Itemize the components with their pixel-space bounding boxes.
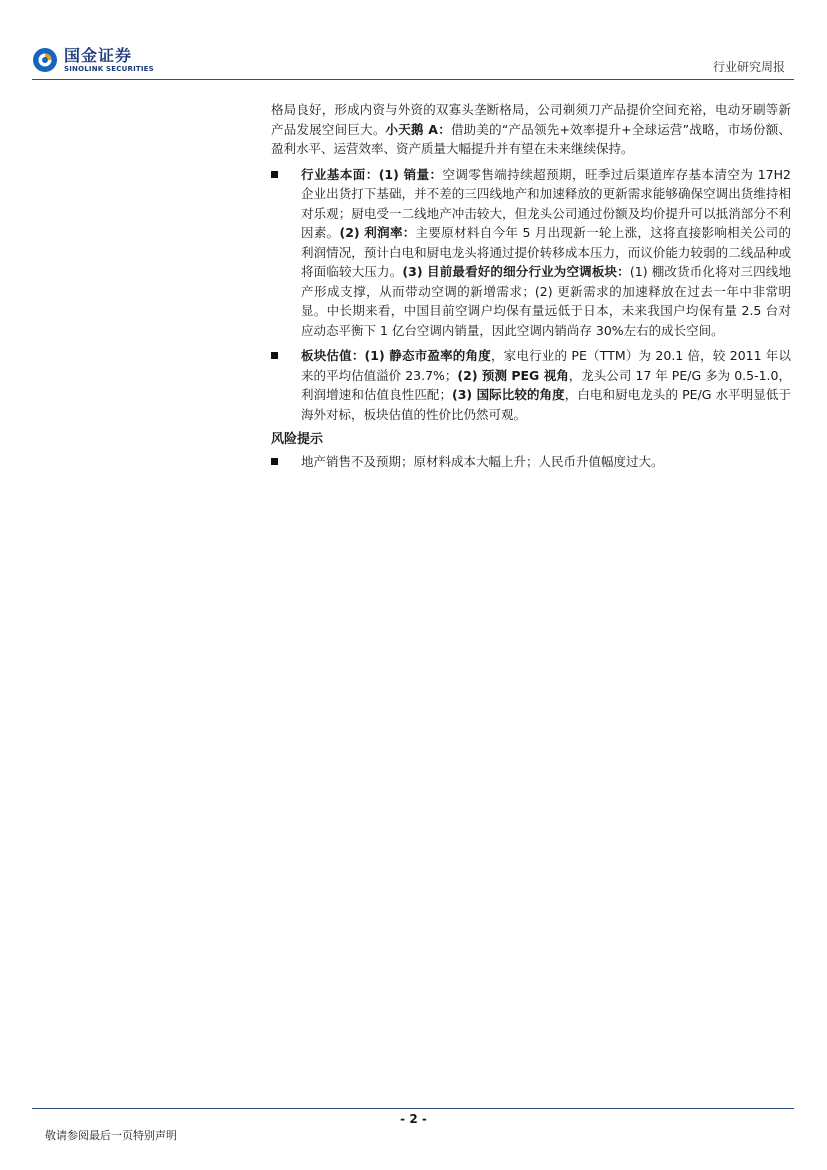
fundamentals-sales-text: 空调零售端持续超预期，旺季过后渠道库存基本清空为 17H2 企业出货打下基础，并不差的三四线地产和加速释放的更新需求能够确保空调出货维持相对乐观；厨电受一二线地产冲击较大，但龙头公司通过份额及均价提升可以抵消部分不利因素。 [301, 166, 791, 240]
intro-text-2: 借助美的“产品领先+效率提升+全球运营”战略，市场份额、盈利水平、运营效率、资产质量大幅提升并有望在未来继续保持。 [271, 121, 791, 156]
fundamentals-margin-text: 主要原材料自今年 5 月出现新一轮上涨，这将直接影响相关公司的利润情况，预计白电和厨电龙头将通过提价转移成本压力，而议价能力较弱的二线品种或将面临较大压力。 [301, 225, 791, 279]
intro-text-1: 格局良好，形成内资与外资的双寡头垄断格局，公司剃须刀产品提价空间充裕，电动牙刷等新产品发展空间巨大。 [271, 102, 791, 137]
report-body [271, 100, 791, 471]
valuation-intl-text: ，白电和厨电龙头的 PE/G 水平明显低于海外对标，板块估值的性价比仍然可观。 [301, 387, 791, 422]
disclaimer-note: 敬请参阅最后一页特别声明 [45, 1129, 177, 1142]
square-bullet-icon [271, 352, 278, 359]
page-number: - 2 - [400, 1112, 427, 1126]
bullet-risk [271, 452, 791, 472]
fundamentals-preferred-text: (1) 棚改货币化将对三四线地产形成支撑，从而带动空调的新增需求；(2) 更新需求的加速释放在过去一年中非常明显。中长期来看，中国目前空调户均保有量远低于日本，未来我国户均保有量 2.5 台对应动态平衡下 1 亿台空调内销量，因此空调内销尚存 30%左右的成长空间。 [301, 264, 791, 338]
bullet-industry-fundamentals [271, 165, 791, 341]
sinolink-logo-mark-icon [32, 47, 58, 73]
valuation-peg-text: ，龙头公司 17 年 PE/G 多为 0.5-1.0，利润增速和估值良性匹配； [301, 367, 791, 402]
valuation-heading-pe: 板块估值：(1) 静态市盈率的角度 [301, 348, 491, 363]
intro-paragraph [271, 100, 791, 159]
page-header [0, 0, 827, 82]
footer-divider [32, 1108, 794, 1109]
bullet-sector-valuation [271, 346, 791, 424]
valuation-heading-peg: (2) 预测 PEG 视角 [457, 367, 569, 383]
fundamentals-heading-margin: (2) 利润率： [339, 225, 416, 240]
intro-highlight: 小天鹅 A： [385, 121, 451, 137]
square-bullet-icon [271, 171, 278, 178]
header-divider [32, 79, 794, 80]
logo-english-name: SINOLINK SECURITIES [64, 65, 154, 73]
square-bullet-icon [271, 458, 278, 465]
valuation-pe-text: ，家电行业的 PE（TTM）为 20.1 倍，较 2011 年以来的平均估值溢价 23.7%； [301, 348, 791, 383]
fundamentals-heading-sales: 行业基本面：(1) 销量： [301, 166, 443, 182]
logo-chinese-name: 国金证券 [64, 46, 133, 65]
risk-text: 地产销售不及预期；原材料成本大幅上升；人民币升值幅度过大。 [301, 453, 664, 469]
fundamentals-heading-preferred: (3) 目前最看好的细分行业为空调板块： [402, 264, 630, 279]
risk-section-title: 风险提示 [271, 432, 324, 447]
document-type: 行业研究周报 [712, 60, 785, 74]
valuation-heading-intl: (3) 国际比较的角度 [452, 387, 565, 402]
